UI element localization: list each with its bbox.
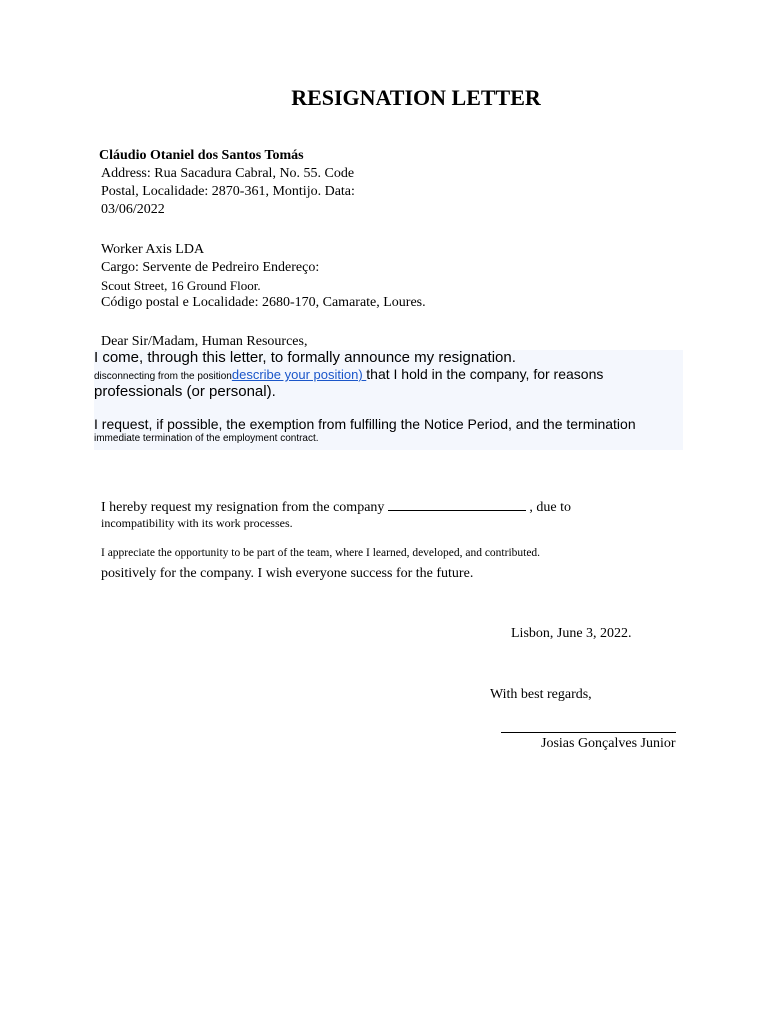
sender-name: Cláudio Otaniel dos Santos Tomás bbox=[99, 148, 304, 163]
place-and-date: Lisbon, June 3, 2022. bbox=[511, 626, 632, 641]
paragraph-1-line-2 bbox=[94, 366, 603, 384]
recipient-line-4: Código postal e Localidade: 2680-170, Camarate, Loures. bbox=[101, 295, 426, 310]
paragraph-4-line-2: positively for the company. I wish everyone success for the future. bbox=[101, 566, 474, 581]
paragraph-1-suffix: that I hold in the company, for reasons bbox=[366, 366, 604, 382]
sender-address-line-1: Address: Rua Sacadura Cabral, No. 55. Code bbox=[101, 166, 355, 181]
letter-title: RESIGNATION LETTER bbox=[291, 85, 541, 110]
paragraph-3-suffix: , due to bbox=[525, 500, 572, 515]
paragraph-3-line-2: incompatibility with its work processes. bbox=[101, 516, 293, 530]
paragraph-3-prefix: I hereby request my resignation from the company bbox=[101, 500, 388, 515]
salutation: Dear Sir/Madam, Human Resources, bbox=[101, 334, 308, 349]
sender-address-line-2: Postal, Localidade: 2870-361, Montijo. Data: bbox=[101, 184, 355, 199]
paragraph-3-line-1 bbox=[101, 498, 571, 516]
closing-regards: With best regards, bbox=[490, 687, 592, 702]
sender-date: 03/06/2022 bbox=[101, 202, 165, 217]
paragraph-4-line-1: I appreciate the opportunity to be part of the team, where I learned, developed, and contributed. bbox=[101, 547, 541, 559]
signature-line bbox=[501, 732, 676, 733]
recipient-company: Worker Axis LDA bbox=[101, 242, 205, 257]
company-name-blank bbox=[388, 498, 526, 511]
describe-position-link[interactable]: describe your position) bbox=[231, 367, 367, 382]
signer-name: Josias Gonçalves Junior bbox=[541, 736, 676, 751]
paragraph-2-line-1: I request, if possible, the exemption from fulfilling the Notice Period, and the termination bbox=[94, 416, 636, 432]
paragraph-2-line-2: immediate termination of the employment contract. bbox=[94, 433, 319, 444]
recipient-line-2: Cargo: Servente de Pedreiro Endereço: bbox=[101, 260, 320, 275]
paragraph-1-line-3: professionals (or personal). bbox=[94, 383, 276, 400]
paragraph-1-line-1: I come, through this letter, to formally announce my resignation. bbox=[94, 349, 516, 366]
recipient-line-3: Scout Street, 16 Ground Floor. bbox=[101, 278, 261, 293]
paragraph-1-prefix: disconnecting from the position bbox=[94, 371, 232, 382]
